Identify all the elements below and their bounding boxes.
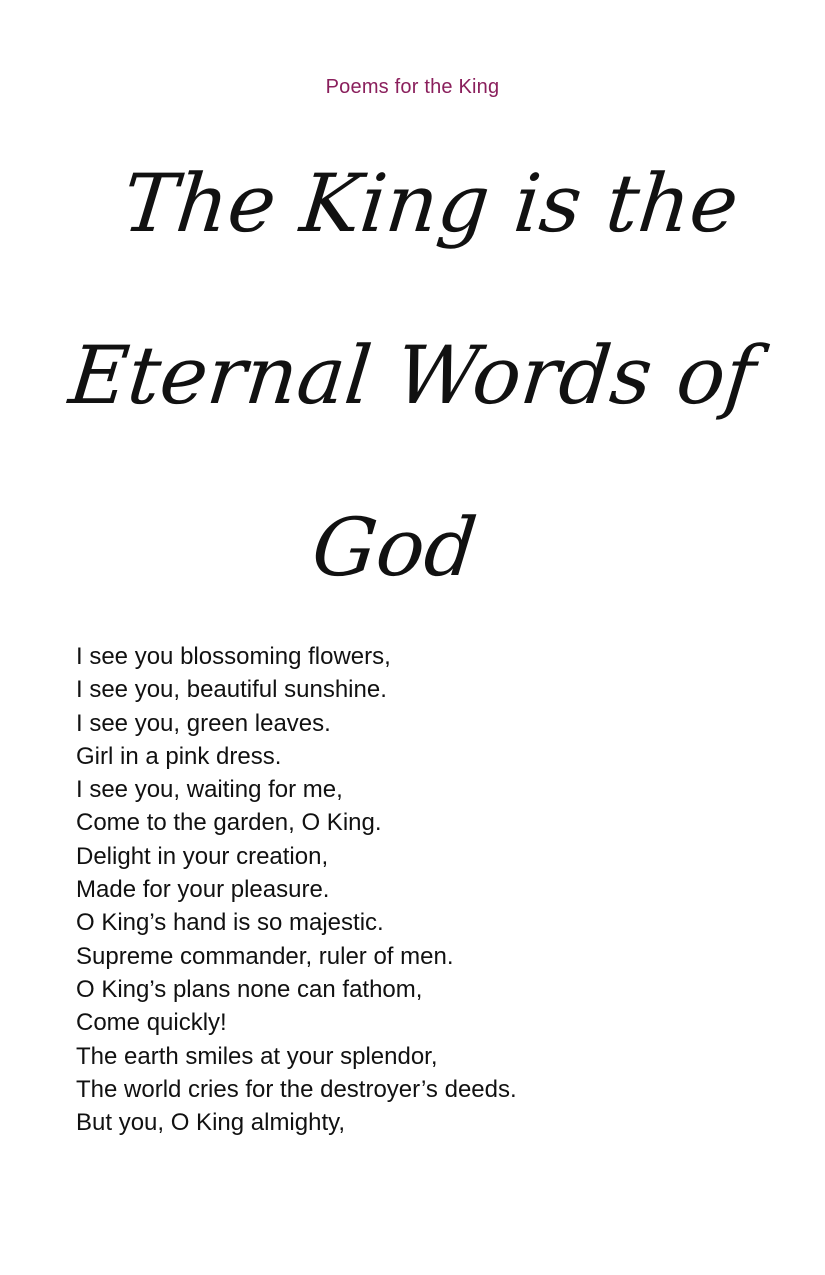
- poem-line: Girl in a pink dress.: [76, 742, 282, 770]
- poem-line: O King’s hand is so majestic.: [76, 909, 384, 937]
- title-line: Eternal Words of: [65, 329, 760, 422]
- poem-line: I see you, green leaves.: [76, 709, 331, 737]
- poem-title: [33, 118, 792, 634]
- poem-line: Delight in your creation,: [76, 842, 329, 870]
- poem-line: But you, O King almighty,: [76, 1109, 346, 1137]
- poem-line: I see you, beautiful sunshine.: [76, 676, 387, 704]
- poem-line: The earth smiles at your splendor,: [76, 1042, 438, 1070]
- poem-line: I see you blossoming flowers,: [76, 643, 391, 670]
- poem-line: Come to the garden, O King.: [76, 809, 382, 837]
- poem-line: I see you, waiting for me,: [76, 776, 343, 804]
- poem-line: Supreme commander, ruler of men.: [76, 942, 454, 970]
- title-line: God: [307, 501, 482, 594]
- poem-line: Come quickly!: [76, 1009, 227, 1037]
- poem-body: [76, 640, 756, 1139]
- poem-line: The world cries for the destroyer’s deeds.: [76, 1075, 517, 1103]
- title-line: The King is the: [118, 157, 743, 250]
- poem-line: O King’s plans none can fathom,: [76, 975, 423, 1003]
- poem-line: Made for your pleasure.: [76, 876, 330, 904]
- running-header: Poems for the King: [325, 76, 500, 98]
